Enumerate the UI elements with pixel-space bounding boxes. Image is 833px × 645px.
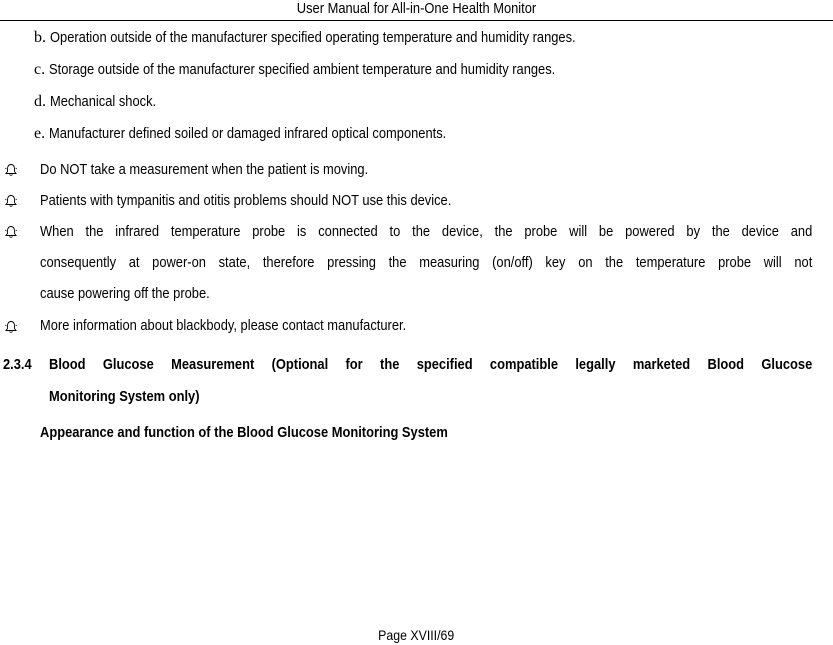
list-marker: c. <box>34 61 46 78</box>
list-marker: d. <box>34 93 46 110</box>
list-item-text: Manufacturer defined soiled or damaged infrared optical components. <box>49 125 447 142</box>
list-marker: e. <box>34 125 46 142</box>
bell-icon <box>4 320 18 334</box>
page-number: Page XVIII/69 <box>378 627 455 643</box>
bell-icon <box>4 194 18 208</box>
paragraph-line <box>40 278 812 309</box>
page-footer <box>0 627 833 644</box>
paragraph-line <box>40 216 812 247</box>
list-item-e <box>34 125 511 143</box>
section-heading <box>3 349 812 380</box>
bullet-item-justified <box>40 216 812 309</box>
list-item-text: Storage outside of the manufacturer specified ambient temperature and humidity ranges. <box>49 61 556 78</box>
heading-line-text <box>3 349 812 380</box>
bullet-text: More information about blackbody, please contact manufacturer. <box>40 317 407 334</box>
heading-line <box>3 349 812 380</box>
section-number: 2.3.4 <box>3 356 32 373</box>
bullet-text: Patients with tympanitis and otitis problems should NOT use this device. <box>40 192 452 209</box>
subheading-text: Appearance and function of the Blood Glucose Monitoring System <box>40 424 448 441</box>
paragraph-line-text: cause powering off the probe. <box>40 285 210 302</box>
section-heading-continuation <box>49 381 224 412</box>
list-item-c <box>34 61 638 79</box>
header-title: User Manual for All-in-One Health Monitor <box>296 0 537 17</box>
list-item-d <box>34 93 174 111</box>
paragraph-line <box>40 247 812 278</box>
paragraph-line-text: consequently at power-on state, therefore pressing the measuring (on/off) key on the temperature probe will not <box>40 254 813 271</box>
bell-icon <box>4 225 18 239</box>
bullet-item <box>40 310 466 341</box>
section-title-line1: Blood Glucose Measurement (Optional for the specified compatible legally marketed Blood Glucose <box>49 356 813 373</box>
paragraph-line-text: When the infrared temperature probe is connected to the device, the probe will be powered by the device and <box>40 223 813 240</box>
list-item-text: Mechanical shock. <box>50 93 157 110</box>
list-marker: b. <box>34 29 46 46</box>
page-header <box>0 0 833 21</box>
list-item-b <box>34 29 661 47</box>
section-title-line2: Monitoring System only) <box>49 388 200 405</box>
subheading <box>40 417 514 448</box>
bullet-text: Do NOT take a measurement when the patient is moving. <box>40 161 369 178</box>
bullet-item <box>40 185 518 216</box>
list-item-text: Operation outside of the manufacturer specified operating temperature and humidity ranges. <box>50 29 576 46</box>
bullet-item <box>40 154 422 185</box>
bell-icon <box>4 163 18 177</box>
